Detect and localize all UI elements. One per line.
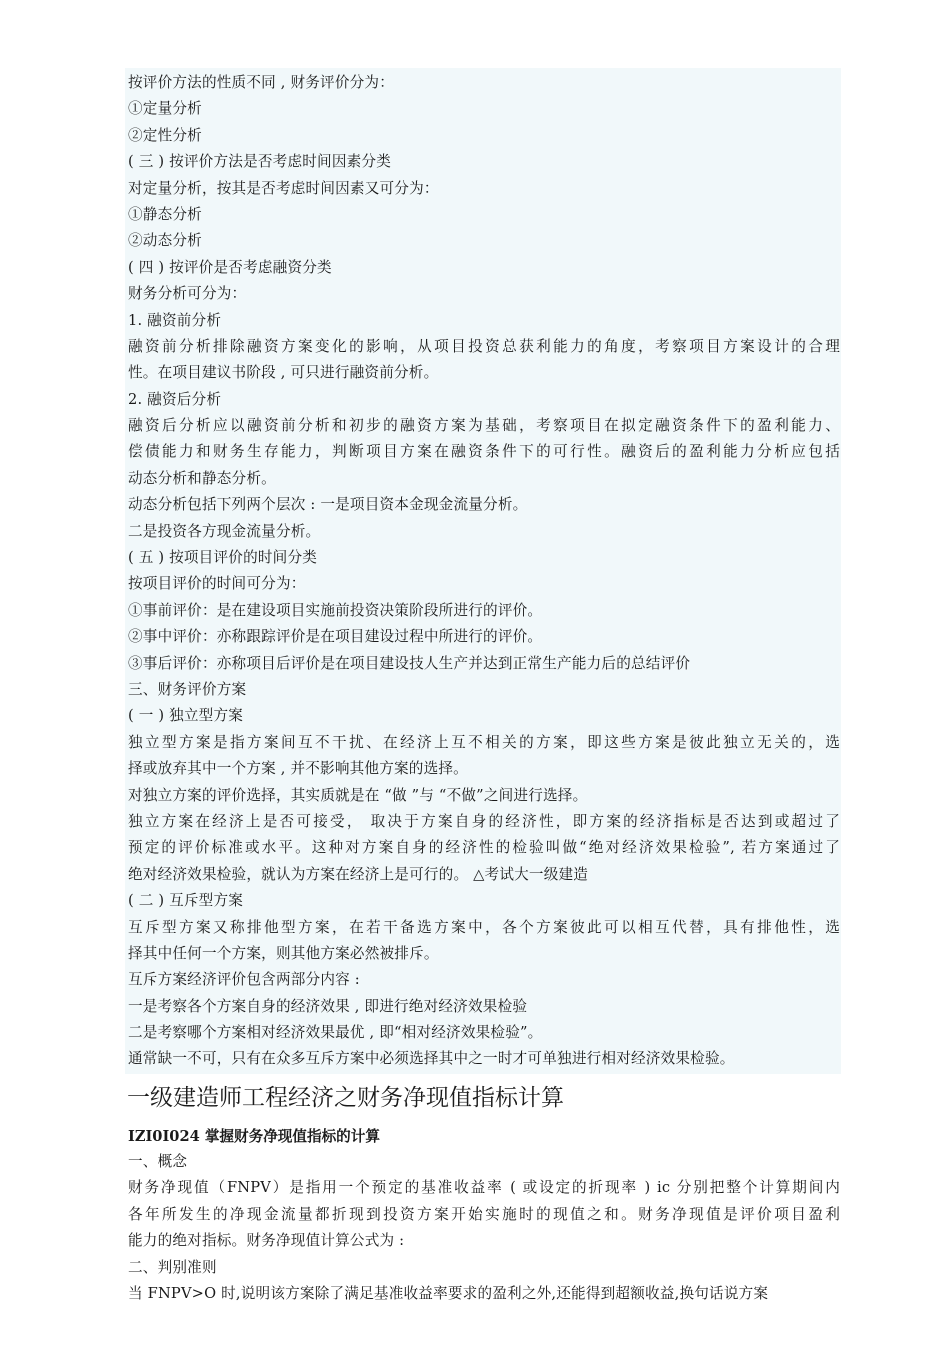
text-line: 按项目评价的时间可分为： <box>128 575 306 593</box>
text-line: ①定量分析 <box>128 100 202 118</box>
text-line: 通常缺一不可，只有在众多互斥方案中必须选择其中之一时才可单独进行相对经济效果检验。 <box>128 1050 735 1068</box>
text-line: 能力的绝对指标。财务净现值计算公式为 : <box>128 1232 405 1250</box>
text-line: ①事前评价：是在建设项目实施前投资决策阶段所进行的评价。 <box>128 601 543 619</box>
text-line: 1. 融资前分析 <box>128 311 222 329</box>
text-line: 择或放弃其中一个方案 , 并不影响其他方案的选择。 <box>128 760 468 778</box>
section-subheading: IZI0I024 掌握财务净现值指标的计算 <box>128 1128 380 1145</box>
text-line: 各年所发生的净现金流量都折现到投资方案开始实施时的现值之和。财务净现值是评价项目盈利 <box>128 1205 840 1223</box>
text-line: 偿债能力和财务生存能力，判断项目方案在融资条件下的可行性。融资后的盈利能力分析应包括 <box>128 443 840 461</box>
text-line: ①静态分析 <box>128 205 202 223</box>
text-line: 当 FNPV>O 时,说明该方案除了满足基准收益率要求的盈利之外,还能得到超额收益,换句话说方案 <box>128 1284 769 1302</box>
text-line: 对定量分析，按其是否考虑时间因素又可分为： <box>128 179 439 197</box>
text-line: ( 三 ) 按评价方法是否考虑时间因素分类 <box>128 153 392 171</box>
text-line: 互斥方案经济评价包含两部分内容 : <box>128 971 360 989</box>
text-line: 按评价方法的性质不同 , 财务评价分为： <box>128 74 395 91</box>
text-line: 三、财务评价方案 <box>128 680 247 698</box>
text-line: 动态分析包括下列两个层次 : 一是项目资本金现金流量分析。 <box>128 496 528 514</box>
text-line: ②事中评价：亦称跟踪评价是在项目建设过程中所进行的评价。 <box>128 628 543 646</box>
text-line: 预定的评价标准或水平。这种对方案自身的经济性的检验叫做“绝对经济效果检验”, 若方案通过了 <box>128 839 840 857</box>
section-financial-evaluation <box>128 70 840 1073</box>
text-line: 对独立方案的评价选择，其实质就是在 “做 ”与 “不做”之间进行选择。 <box>128 786 588 804</box>
text-line: ②动态分析 <box>128 232 202 250</box>
text-line: ③事后评价：亦称项目后评价是在项目建设技人生产并达到正常生产能力后的总结评价 <box>128 654 691 672</box>
text-line: 二是投资各方现金流量分析。 <box>128 522 321 540</box>
section-fnpv <box>128 1149 840 1307</box>
text-line: 财务分析可分为： <box>128 285 247 303</box>
text-line: 性。在项目建议书阶段 , 可只进行融资前分析。 <box>128 364 439 382</box>
text-line: ( 五 ) 按项目评价的时间分类 <box>128 549 318 567</box>
text-line: 独立方案在经济上是否可接受， 取决于方案自身的经济性，即方案的经济指标是否达到或超过了 <box>128 812 840 830</box>
text-line: 融资前分析排除融资方案变化的影响，从项目投资总获利能力的角度，考察项目方案设计的合理 <box>128 337 840 355</box>
text-line: ( 四 ) 按评价是否考虑融资分类 <box>128 258 332 276</box>
text-line: 动态分析和静态分析。 <box>128 469 276 487</box>
text-line: ( 一 ) 独立型方案 <box>128 707 244 725</box>
text-line: 2. 融资后分析 <box>128 390 222 408</box>
text-line: 融资后分析应以融资前分析和初步的融资方案为基础，考察项目在拟定融资条件下的盈利能力、 <box>128 417 840 435</box>
text-line: 绝对经济效果检验，就认为方案在经济上是可行的。 △考试大一级建造 <box>128 865 589 883</box>
text-line: 互斥型方案又称排他型方案，在若干备选方案中，各个方案彼此可以相互代替，具有排他性，选 <box>128 918 840 936</box>
article-title: 一级建造师工程经济之财务净现值指标计算 <box>127 1085 564 1111</box>
text-line: ( 二 ) 互斥型方案 <box>128 892 244 910</box>
text-line: ②定性分析 <box>128 126 202 144</box>
text-line: 财务净现值（FNPV）是指用一个预定的基准收益率 ( 或设定的折现率 ) ic 分别把整个计算期间内 <box>128 1179 840 1197</box>
text-line: 一是考察各个方案自身的经济效果 , 即进行绝对经济效果检验 <box>128 997 528 1015</box>
text-line: 一、概念 <box>128 1153 188 1170</box>
text-line: 独立型方案是指方案间互不干扰、在经济上互不相关的方案，即这些方案是彼此独立无关的，选 <box>128 733 840 751</box>
text-line: 择其中任何一个方案，则其他方案必然被排斥。 <box>128 944 439 962</box>
text-line: 二是考察哪个方案相对经济效果最优 , 即“相对经济效果检验”。 <box>128 1024 543 1042</box>
text-line: 二、判别准则 <box>128 1258 217 1276</box>
